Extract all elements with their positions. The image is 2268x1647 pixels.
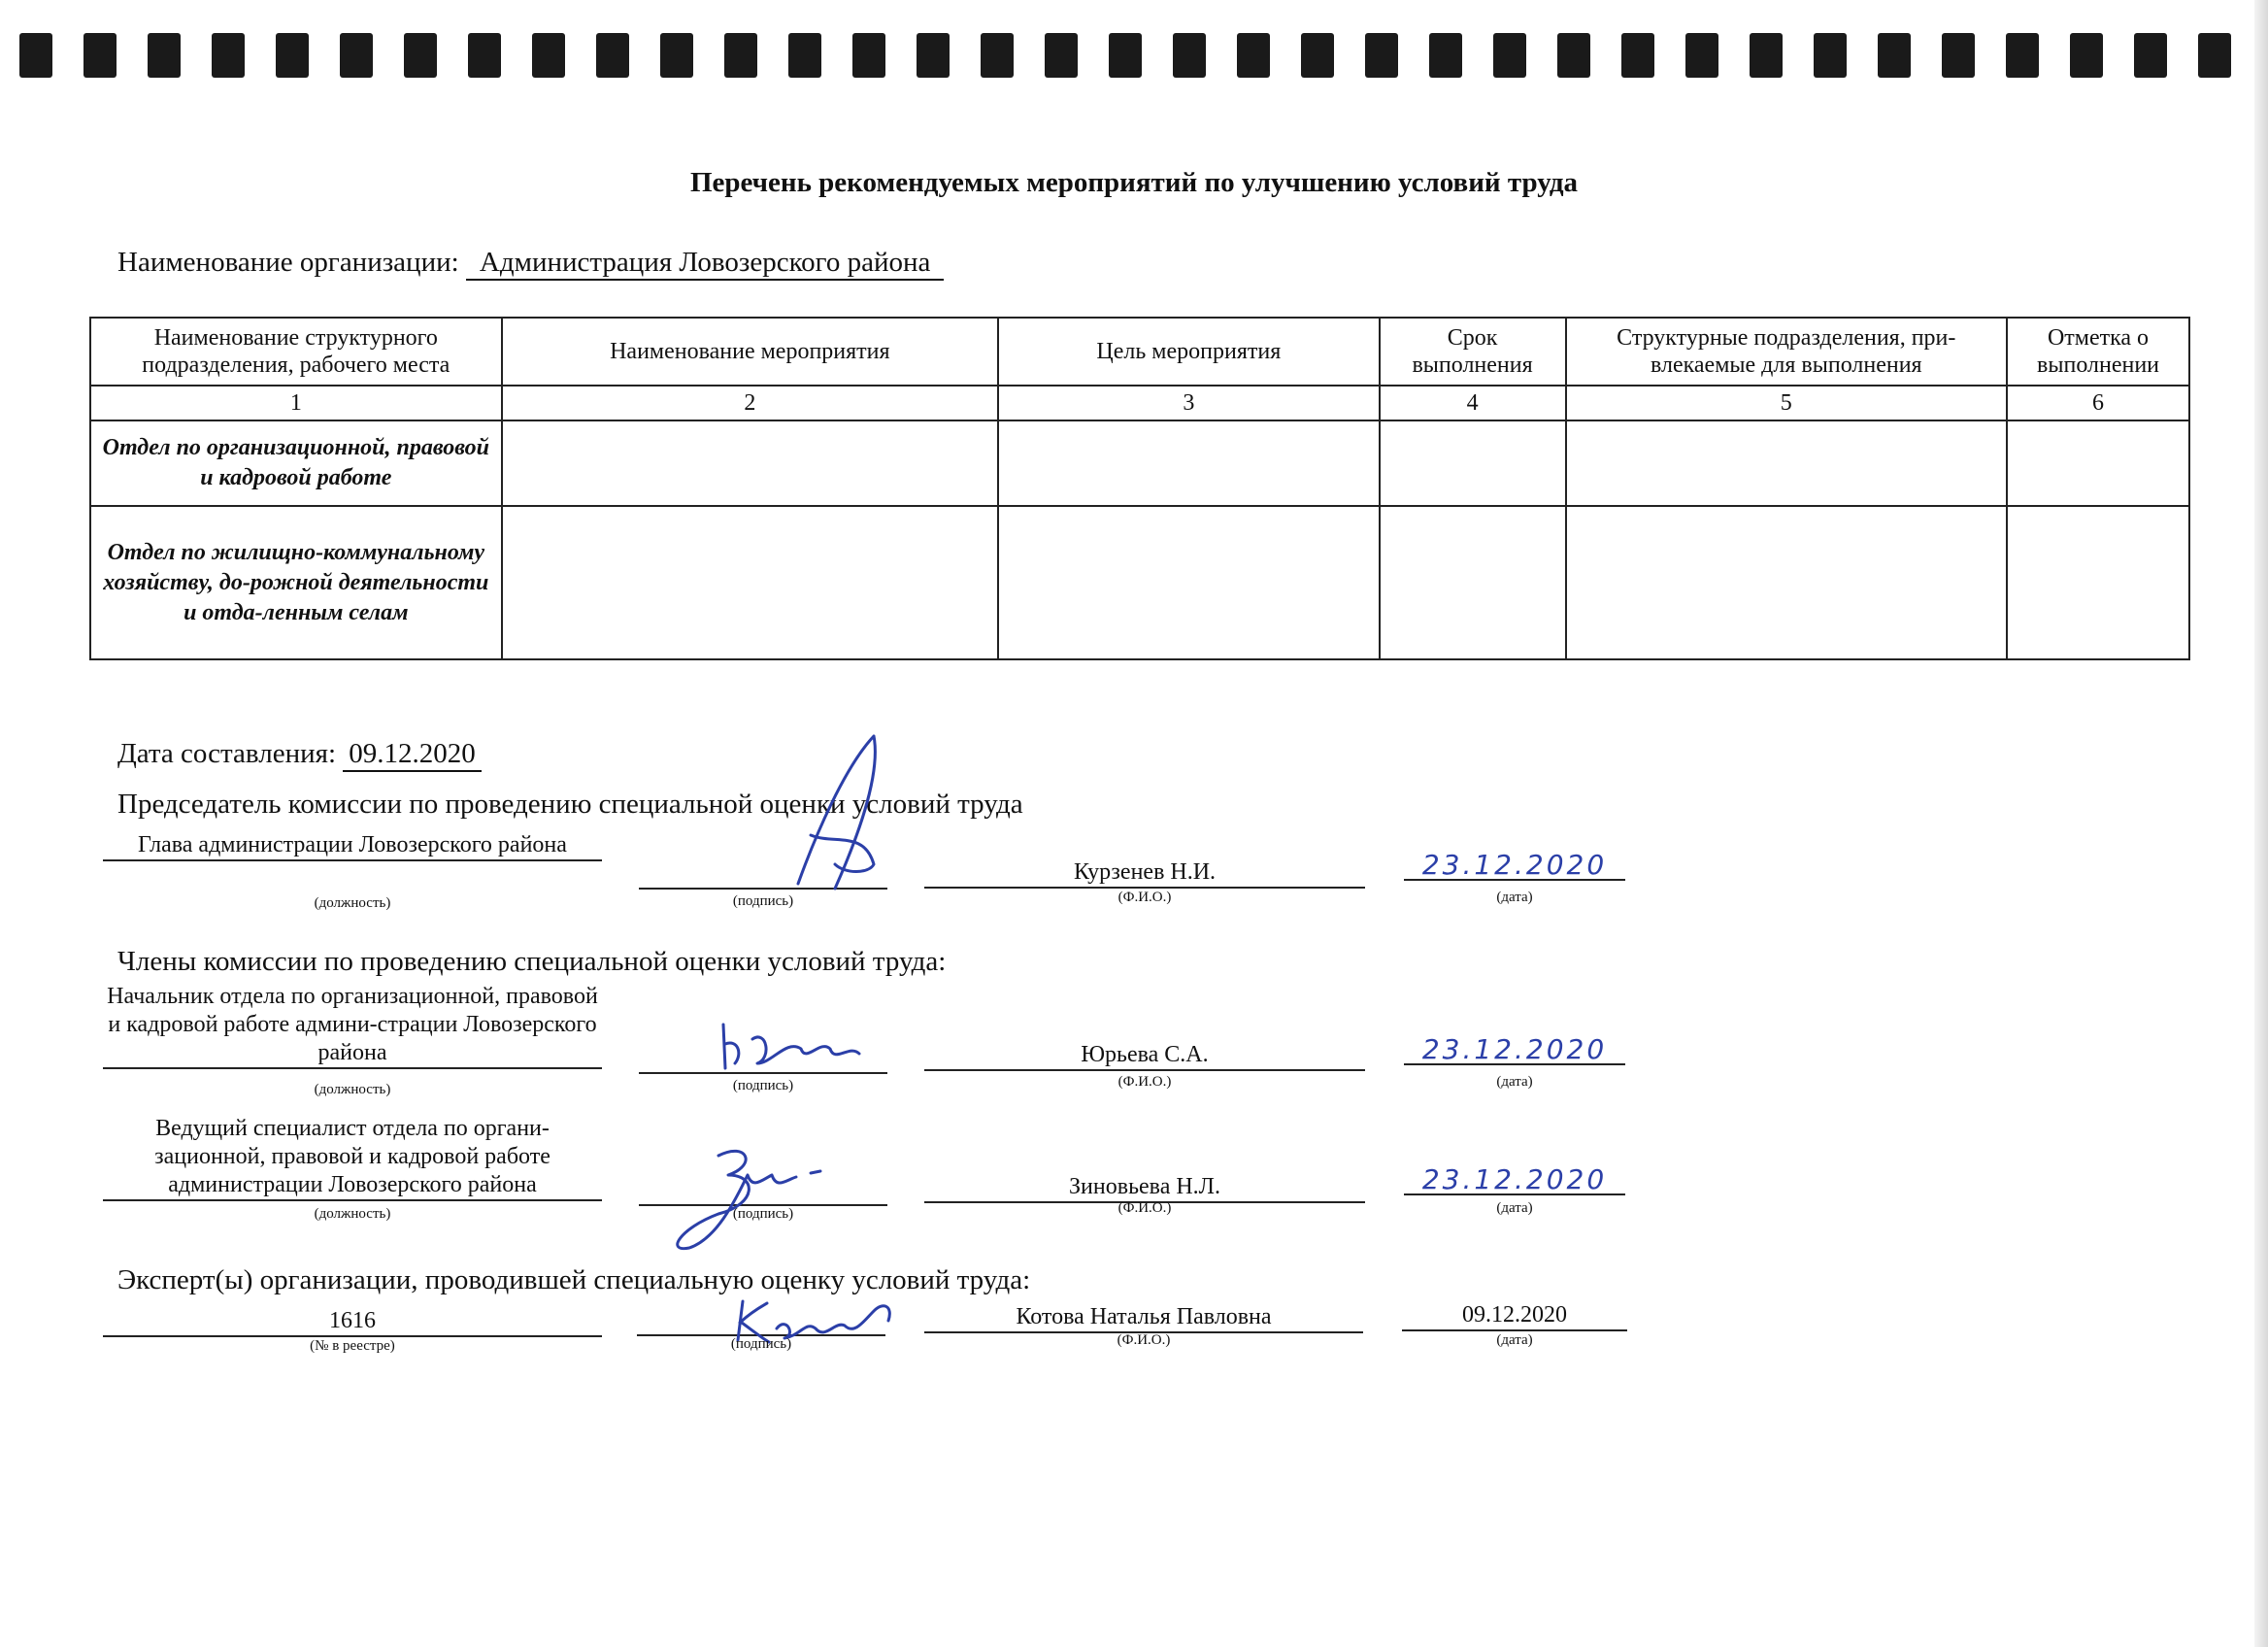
table-cell <box>1566 420 2008 506</box>
organization-label: Наименование организации: <box>117 247 459 278</box>
member-2-signature <box>660 1136 835 1253</box>
column-number: 2 <box>502 386 998 420</box>
table-row <box>90 420 2189 506</box>
caption-fio: (Ф.И.О.) <box>1117 1074 1172 1090</box>
organization-line <box>117 247 944 281</box>
expert-date: 09.12.2020 <box>1402 1301 1627 1331</box>
measures-table <box>89 317 2190 660</box>
expert-heading: Эксперт(ы) организации, проводившей специальную оценку условий труда: <box>117 1264 1031 1295</box>
caption-signature: (подпись) <box>732 1078 794 1093</box>
member-1-position: Начальник отдела по организационной, правовой и кадровой работе админи-страции Ловозерского района <box>103 983 602 1069</box>
caption-position: (должность) <box>314 1206 391 1222</box>
table-cell <box>998 506 1380 659</box>
expert-name: Котова Наталья Павловна <box>924 1303 1363 1333</box>
table-row <box>90 506 2189 659</box>
member-2-position: Ведущий специалист отдела по органи-зационной, правовой и кадровой работе администрации Ловозерского района <box>103 1115 602 1201</box>
chairman-signature <box>777 728 893 893</box>
caption-signature: (подпись) <box>732 1206 794 1222</box>
header-cell: Отметка о выполнении <box>2007 318 2189 386</box>
chairman-name: Курзенев Н.И. <box>924 858 1365 889</box>
document-title: Перечень рекомендуемых мероприятий по улучшению условий труда <box>689 167 1579 198</box>
table-cell <box>2007 506 2189 659</box>
column-number-row <box>90 386 2189 420</box>
header-cell: Структурные подразделения, при-влекаемые для выполнения <box>1566 318 2008 386</box>
caption-fio: (Ф.И.О.) <box>1117 1200 1172 1216</box>
member-1-signature <box>714 1010 869 1078</box>
column-number: 3 <box>998 386 1380 420</box>
caption-registry: (№ в реестре) <box>310 1338 395 1354</box>
department-cell: Отдел по организационной, правовой и кадровой работе <box>90 420 502 506</box>
page-edge <box>2254 0 2268 1647</box>
caption-date: (дата) <box>1496 890 1533 905</box>
caption-position: (должность) <box>314 895 391 911</box>
column-number: 4 <box>1380 386 1566 420</box>
member-1-date: 23.12.2020 <box>1404 1035 1625 1065</box>
compiled-label: Дата составления: <box>117 738 337 769</box>
column-number: 1 <box>90 386 502 420</box>
column-number: 6 <box>2007 386 2189 420</box>
members-heading: Члены комиссии по проведению специальной оценки условий труда: <box>117 946 947 977</box>
caption-date: (дата) <box>1496 1200 1533 1216</box>
table-cell <box>998 420 1380 506</box>
caption-signature: (подпись) <box>732 893 794 909</box>
caption-fio: (Ф.И.О.) <box>1117 890 1172 905</box>
binding-holes <box>0 0 2268 87</box>
caption-date: (дата) <box>1496 1074 1533 1090</box>
member-1-name: Юрьева С.А. <box>924 1041 1365 1071</box>
caption-signature: (подпись) <box>730 1336 792 1352</box>
caption-position: (должность) <box>314 1082 391 1097</box>
table-cell <box>502 506 998 659</box>
chairman-date: 23.12.2020 <box>1404 851 1625 881</box>
chairman-heading: Председатель комиссии по проведению специальной оценки условий труда <box>117 789 1023 820</box>
table-cell <box>1380 420 1566 506</box>
header-cell: Цель мероприятия <box>998 318 1380 386</box>
header-cell: Наименование мероприятия <box>502 318 998 386</box>
table-cell <box>2007 420 2189 506</box>
header-cell: Срок выполнения <box>1380 318 1566 386</box>
expert-registry: 1616 <box>103 1307 602 1337</box>
compiled-date: 09.12.2020 <box>343 738 482 772</box>
header-cell: Наименование структурного подразделения, рабочего места <box>90 318 502 386</box>
department-cell: Отдел по жилищно-коммунальному хозяйству, до-рожной деятельности и отда-ленным селам <box>90 506 502 659</box>
compiled-date-line <box>117 738 482 772</box>
caption-fio: (Ф.И.О.) <box>1117 1332 1171 1348</box>
table-cell <box>1566 506 2008 659</box>
organization-value: Администрация Ловозерского района <box>466 247 944 281</box>
caption-date: (дата) <box>1496 1332 1533 1348</box>
chairman-position: Глава администрации Ловозерского района <box>103 831 602 861</box>
member-2-date: 23.12.2020 <box>1404 1165 1625 1195</box>
member-2-name: Зиновьева Н.Л. <box>924 1173 1365 1203</box>
table-cell <box>502 420 998 506</box>
table-cell <box>1380 506 1566 659</box>
column-number: 5 <box>1566 386 2008 420</box>
table-header-row <box>90 318 2189 386</box>
